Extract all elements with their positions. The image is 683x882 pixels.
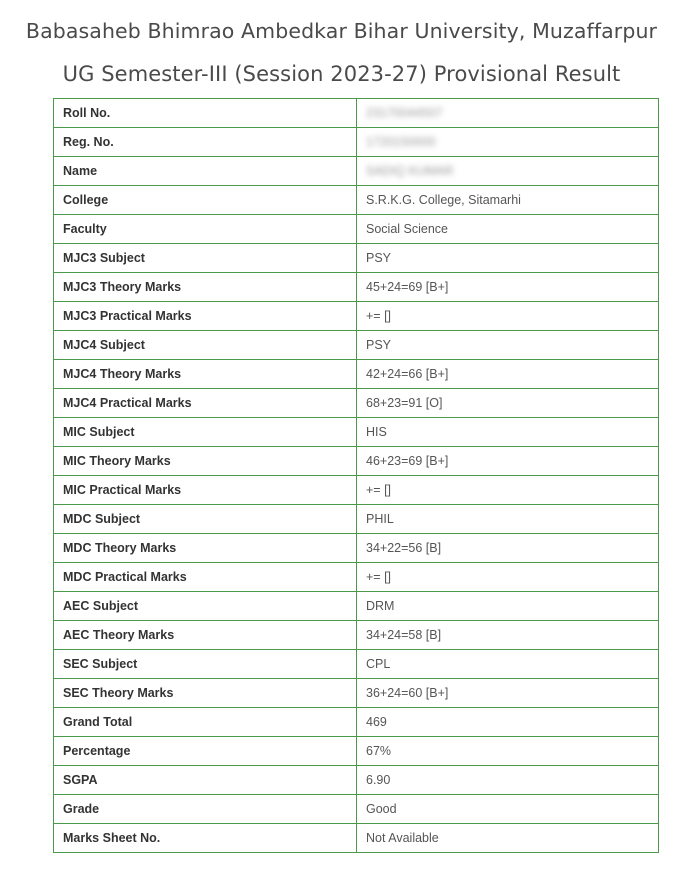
row-label: Grade (54, 795, 357, 824)
row-label: MJC4 Theory Marks (54, 360, 357, 389)
table-row (54, 708, 659, 737)
row-label: MJC4 Practical Marks (54, 389, 357, 418)
table-row (54, 186, 659, 215)
table-row (54, 128, 659, 157)
row-value: 68+23=91 [O] (357, 389, 659, 418)
row-value: += [] (357, 476, 659, 505)
table-row (54, 476, 659, 505)
row-value-redacted (357, 99, 659, 128)
redacted-value: SADIQ KUMAR (366, 164, 454, 178)
row-label: MIC Practical Marks (54, 476, 357, 505)
table-row (54, 679, 659, 708)
row-value: 46+23=69 [B+] (357, 447, 659, 476)
row-value: 45+24=69 [B+] (357, 273, 659, 302)
table-row (54, 302, 659, 331)
table-row (54, 650, 659, 679)
row-label: MIC Subject (54, 418, 357, 447)
row-label: SGPA (54, 766, 357, 795)
table-row (54, 505, 659, 534)
table-row (54, 534, 659, 563)
row-label: College (54, 186, 357, 215)
table-row (54, 766, 659, 795)
row-label: Percentage (54, 737, 357, 766)
redacted-value: 1720150000 (366, 135, 436, 149)
row-label: MJC3 Theory Marks (54, 273, 357, 302)
row-value: 469 (357, 708, 659, 737)
row-value-redacted (357, 128, 659, 157)
table-row (54, 273, 659, 302)
row-label: Marks Sheet No. (54, 824, 357, 853)
row-label: Faculty (54, 215, 357, 244)
row-value: PSY (357, 331, 659, 360)
row-value: 36+24=60 [B+] (357, 679, 659, 708)
row-label: MJC3 Practical Marks (54, 302, 357, 331)
row-value: S.R.K.G. College, Sitamarhi (357, 186, 659, 215)
row-value: PSY (357, 244, 659, 273)
table-row (54, 592, 659, 621)
row-label: Reg. No. (54, 128, 357, 157)
table-row (54, 563, 659, 592)
table-row (54, 795, 659, 824)
row-label: MJC3 Subject (54, 244, 357, 273)
row-value: Not Available (357, 824, 659, 853)
row-label: AEC Subject (54, 592, 357, 621)
row-value: += [] (357, 302, 659, 331)
result-title: UG Semester-III (Session 2023-27) Provisional Result (62, 62, 621, 86)
row-label: Roll No. (54, 99, 357, 128)
table-row (54, 621, 659, 650)
table-row (54, 331, 659, 360)
row-value: 34+22=56 [B] (357, 534, 659, 563)
row-label: MDC Theory Marks (54, 534, 357, 563)
table-row (54, 157, 659, 186)
row-label: MJC4 Subject (54, 331, 357, 360)
row-label: SEC Subject (54, 650, 357, 679)
row-value: DRM (357, 592, 659, 621)
table-row (54, 824, 659, 853)
row-value: 42+24=66 [B+] (357, 360, 659, 389)
row-label: SEC Theory Marks (54, 679, 357, 708)
row-label: Grand Total (54, 708, 357, 737)
row-value: HIS (357, 418, 659, 447)
university-title: Babasaheb Bhimrao Ambedkar Bihar University, Muzaffarpur (25, 19, 658, 43)
row-label: MIC Theory Marks (54, 447, 357, 476)
table-row (54, 99, 659, 128)
result-table-body (54, 99, 659, 853)
row-value: CPL (357, 650, 659, 679)
row-label: MDC Subject (54, 505, 357, 534)
row-label: Name (54, 157, 357, 186)
row-value-redacted (357, 157, 659, 186)
row-label: AEC Theory Marks (54, 621, 357, 650)
table-row (54, 737, 659, 766)
row-value: += [] (357, 563, 659, 592)
result-table (53, 98, 659, 853)
row-value: Social Science (357, 215, 659, 244)
table-row (54, 244, 659, 273)
table-row (54, 389, 659, 418)
row-label: MDC Practical Marks (54, 563, 357, 592)
row-value: 67% (357, 737, 659, 766)
row-value: 34+24=58 [B] (357, 621, 659, 650)
row-value: Good (357, 795, 659, 824)
table-row (54, 215, 659, 244)
row-value: 6.90 (357, 766, 659, 795)
table-row (54, 447, 659, 476)
table-row (54, 418, 659, 447)
row-value: PHIL (357, 505, 659, 534)
table-row (54, 360, 659, 389)
redacted-value: 23170044507 (366, 106, 443, 120)
